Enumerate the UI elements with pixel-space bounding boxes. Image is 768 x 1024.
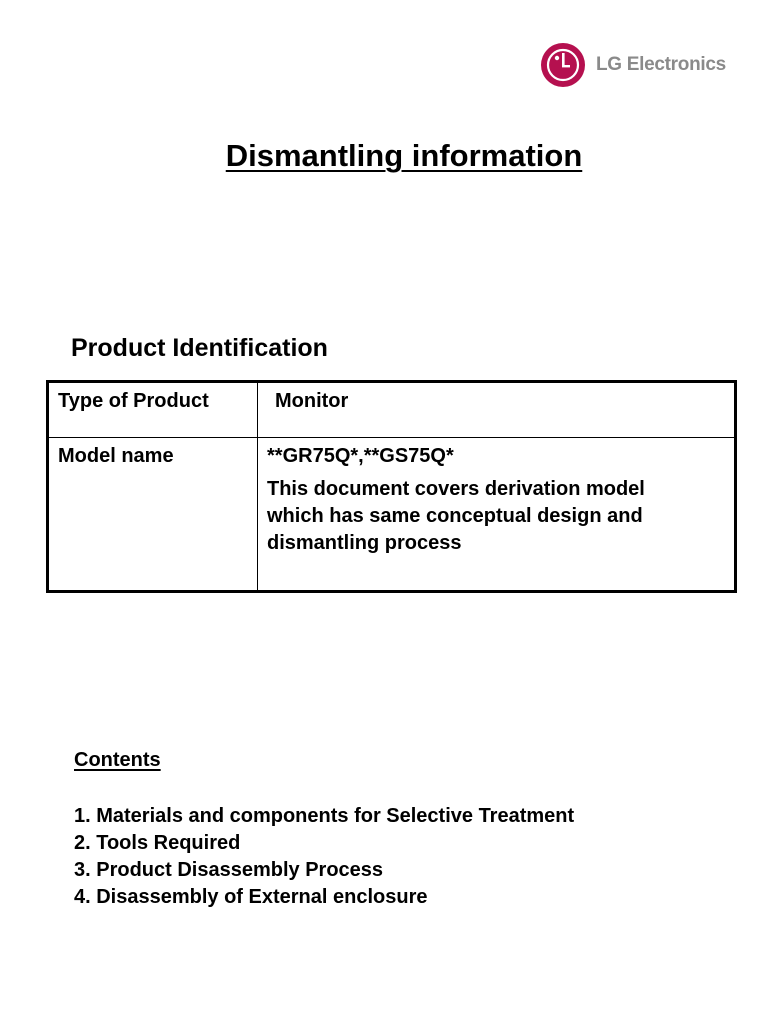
contents-item: 1. Materials and components for Selective Treatment (74, 805, 575, 827)
lg-electronics-logo (540, 42, 726, 88)
logo-wordmark: LG Electronics (596, 54, 726, 75)
contents-list (74, 803, 574, 911)
type-of-product-label: Type of Product (48, 382, 258, 438)
product-identification-table (46, 380, 737, 593)
model-name-value-cell (258, 438, 736, 592)
table-row-type-of-product (48, 382, 736, 438)
contents-item: 4. Disassembly of External enclosure (74, 886, 428, 908)
product-identification-heading: Product Identification (71, 334, 328, 362)
page-title: Dismantling information (225, 138, 583, 173)
contents-heading: Contents (74, 749, 161, 771)
contents-item: 3. Product Disassembly Process (74, 859, 384, 881)
type-of-product-value-cell (258, 382, 736, 438)
table-row-model-name (48, 438, 736, 592)
contents-item: 2. Tools Required (74, 832, 241, 854)
model-name-value: **GR75Q*,**GS75Q* (267, 445, 454, 467)
model-name-note: This document covers derivation model which has same conceptual design and dismantling process (267, 478, 645, 554)
model-name-label: Model name (48, 438, 258, 592)
lg-face-logo-icon (540, 42, 586, 88)
type-of-product-value: Monitor (275, 390, 349, 412)
